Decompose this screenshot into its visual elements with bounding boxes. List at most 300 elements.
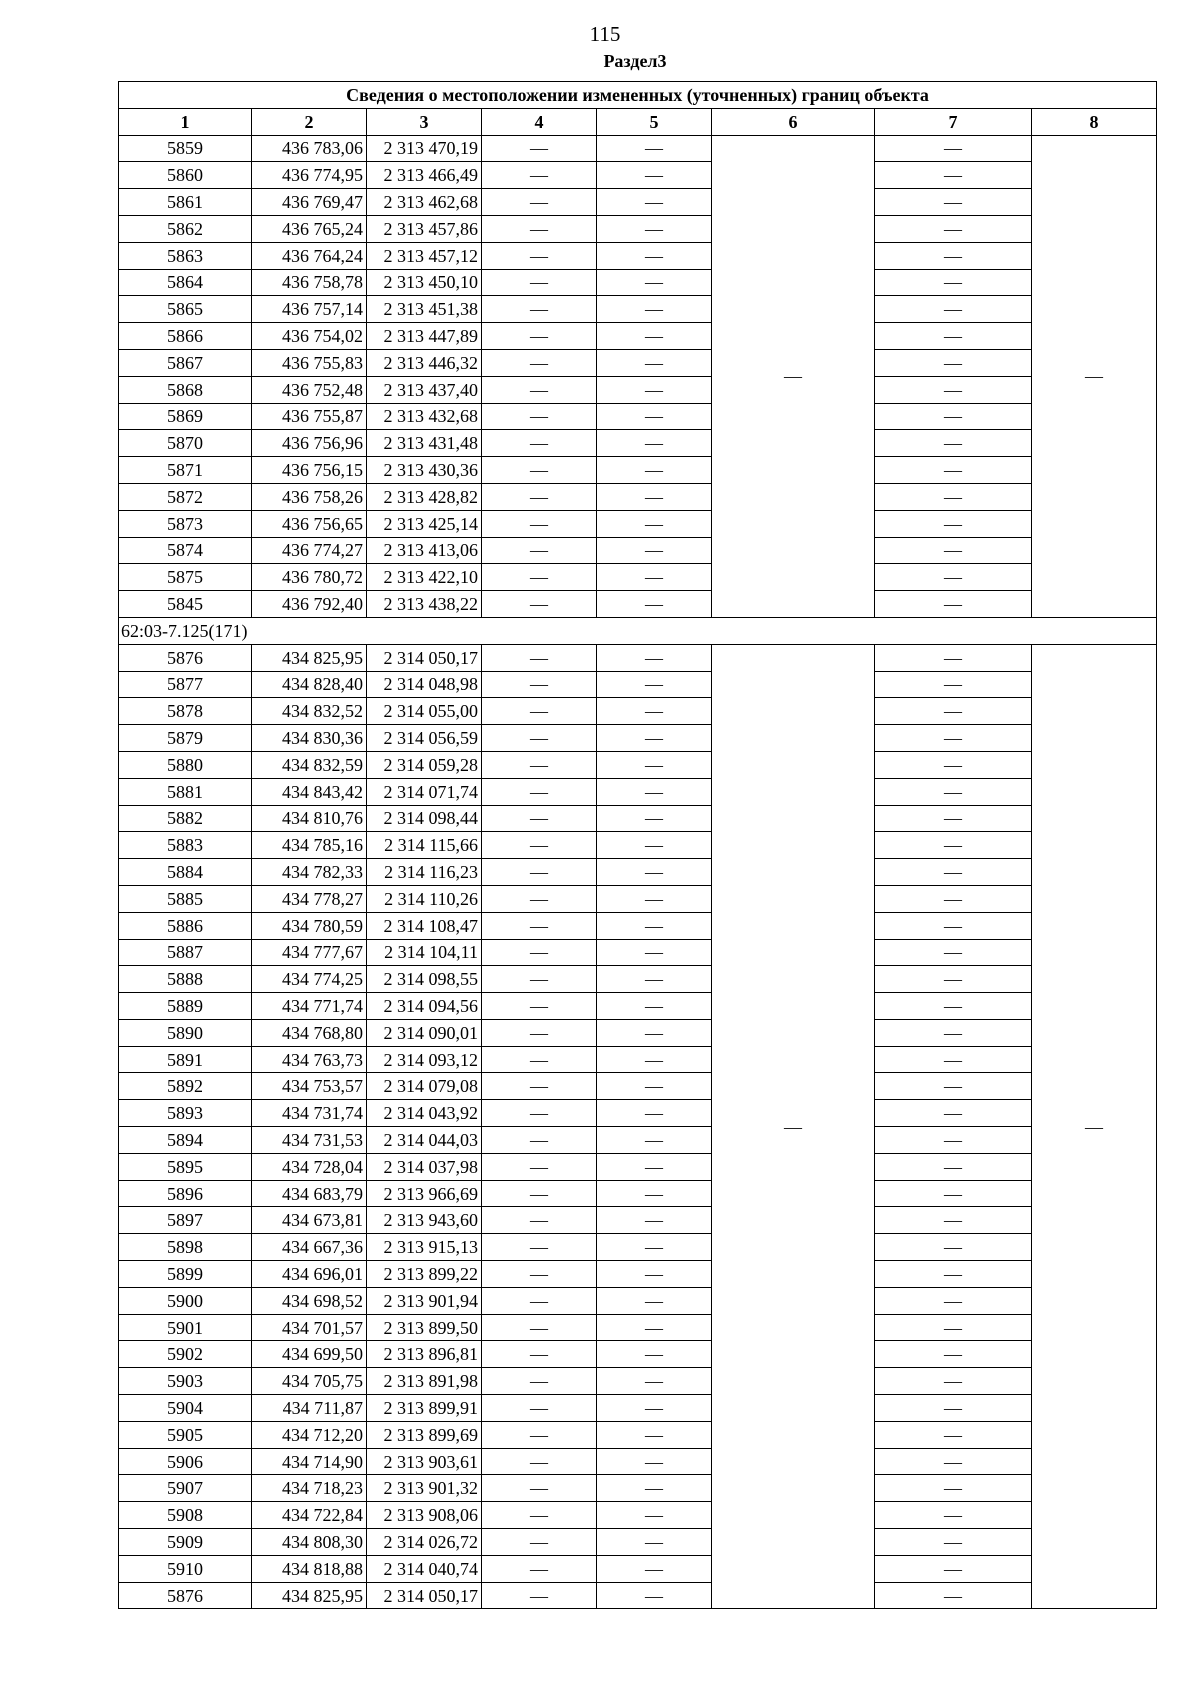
col7-cell: — [875, 1153, 1032, 1180]
table-row [119, 912, 1157, 939]
col4-cell: — [482, 912, 597, 939]
x-coordinate-cell: 434 810,76 [252, 805, 367, 832]
table-row [119, 1261, 1157, 1288]
col5-cell: — [597, 1341, 712, 1368]
x-coordinate-cell: 434 777,67 [252, 939, 367, 966]
col4-cell: — [482, 296, 597, 323]
x-coordinate-cell: 436 774,95 [252, 162, 367, 189]
table-body [119, 135, 1157, 1609]
point-number-cell: 5870 [119, 430, 252, 457]
col7-cell: — [875, 698, 1032, 725]
point-number-cell: 5877 [119, 671, 252, 698]
x-coordinate-cell: 436 755,87 [252, 403, 367, 430]
point-number-cell: 5866 [119, 323, 252, 350]
x-coordinate-cell: 434 778,27 [252, 885, 367, 912]
col4-cell: — [482, 1287, 597, 1314]
col4-cell: — [482, 1448, 597, 1475]
point-number-cell: 5884 [119, 859, 252, 886]
y-coordinate-cell: 2 313 899,50 [367, 1314, 482, 1341]
point-number-cell: 5909 [119, 1529, 252, 1556]
table-row [119, 1046, 1157, 1073]
y-coordinate-cell: 2 314 071,74 [367, 778, 482, 805]
col5-cell: — [597, 993, 712, 1020]
col7-cell: — [875, 591, 1032, 618]
y-coordinate-cell: 2 313 466,49 [367, 162, 482, 189]
table-row [119, 939, 1157, 966]
col7-cell: — [875, 939, 1032, 966]
col4-cell: — [482, 698, 597, 725]
y-coordinate-cell: 2 313 462,68 [367, 189, 482, 216]
col7-cell: — [875, 966, 1032, 993]
x-coordinate-cell: 434 705,75 [252, 1368, 367, 1395]
point-number-cell: 5883 [119, 832, 252, 859]
x-coordinate-cell: 434 818,88 [252, 1555, 367, 1582]
point-number-cell: 5869 [119, 403, 252, 430]
point-number-cell: 5860 [119, 162, 252, 189]
col7-cell: — [875, 1100, 1032, 1127]
col4-cell: — [482, 832, 597, 859]
col4-cell: — [482, 376, 597, 403]
point-number-cell: 5888 [119, 966, 252, 993]
table-row [119, 323, 1157, 350]
table-row [119, 296, 1157, 323]
x-coordinate-cell: 434 843,42 [252, 778, 367, 805]
y-coordinate-cell: 2 314 044,03 [367, 1127, 482, 1154]
y-coordinate-cell: 2 313 943,60 [367, 1207, 482, 1234]
col7-cell: — [875, 778, 1032, 805]
col4-cell: — [482, 1555, 597, 1582]
col5-cell: — [597, 430, 712, 457]
col7-cell: — [875, 537, 1032, 564]
point-number-cell: 5895 [119, 1153, 252, 1180]
table-row [119, 751, 1157, 778]
column-number-1: 1 [119, 108, 252, 135]
table-row [119, 698, 1157, 725]
col7-cell: — [875, 457, 1032, 484]
col4-cell: — [482, 1529, 597, 1556]
x-coordinate-cell: 436 757,14 [252, 296, 367, 323]
table-row [119, 349, 1157, 376]
x-coordinate-cell: 434 753,57 [252, 1073, 367, 1100]
col5-cell: — [597, 537, 712, 564]
col8-merged-cell: — [1032, 644, 1157, 1609]
col4-cell: — [482, 778, 597, 805]
point-number-cell: 5864 [119, 269, 252, 296]
y-coordinate-cell: 2 313 457,12 [367, 242, 482, 269]
col5-cell: — [597, 135, 712, 162]
col4-cell: — [482, 1502, 597, 1529]
col5-cell: — [597, 1448, 712, 1475]
col4-cell: — [482, 1421, 597, 1448]
col4-cell: — [482, 1019, 597, 1046]
x-coordinate-cell: 436 783,06 [252, 135, 367, 162]
y-coordinate-cell: 2 313 901,94 [367, 1287, 482, 1314]
y-coordinate-cell: 2 313 430,36 [367, 457, 482, 484]
x-coordinate-cell: 434 718,23 [252, 1475, 367, 1502]
table-caption: Сведения о местоположении измененных (уточненных) границ объекта [119, 82, 1157, 109]
col7-cell: — [875, 1421, 1032, 1448]
col4-cell: — [482, 1475, 597, 1502]
col5-cell: — [597, 564, 712, 591]
y-coordinate-cell: 2 313 437,40 [367, 376, 482, 403]
y-coordinate-cell: 2 313 413,06 [367, 537, 482, 564]
table-row [119, 671, 1157, 698]
col7-cell: — [875, 1368, 1032, 1395]
col4-cell: — [482, 162, 597, 189]
col6-merged-cell: — [712, 644, 875, 1609]
point-number-cell: 5897 [119, 1207, 252, 1234]
col5-cell: — [597, 1555, 712, 1582]
table-row [119, 376, 1157, 403]
table-row [119, 1502, 1157, 1529]
y-coordinate-cell: 2 314 026,72 [367, 1529, 482, 1556]
x-coordinate-cell: 434 731,74 [252, 1100, 367, 1127]
y-coordinate-cell: 2 313 908,06 [367, 1502, 482, 1529]
table-row [119, 1448, 1157, 1475]
col5-cell: — [597, 1502, 712, 1529]
point-number-cell: 5881 [119, 778, 252, 805]
point-number-cell: 5905 [119, 1421, 252, 1448]
point-number-cell: 5862 [119, 215, 252, 242]
col7-cell: — [875, 189, 1032, 216]
col5-cell: — [597, 698, 712, 725]
y-coordinate-cell: 2 313 891,98 [367, 1368, 482, 1395]
point-number-cell: 5885 [119, 885, 252, 912]
y-coordinate-cell: 2 313 425,14 [367, 510, 482, 537]
col7-cell: — [875, 135, 1032, 162]
x-coordinate-cell: 436 764,24 [252, 242, 367, 269]
col4-cell: — [482, 349, 597, 376]
table-row [119, 1368, 1157, 1395]
point-number-cell: 5882 [119, 805, 252, 832]
col4-cell: — [482, 1073, 597, 1100]
point-number-cell: 5861 [119, 189, 252, 216]
x-coordinate-cell: 436 756,96 [252, 430, 367, 457]
col5-cell: — [597, 1046, 712, 1073]
col7-cell: — [875, 1395, 1032, 1422]
x-coordinate-cell: 434 673,81 [252, 1207, 367, 1234]
x-coordinate-cell: 434 712,20 [252, 1421, 367, 1448]
y-coordinate-cell: 2 314 098,44 [367, 805, 482, 832]
y-coordinate-cell: 2 313 899,69 [367, 1421, 482, 1448]
y-coordinate-cell: 2 314 094,56 [367, 993, 482, 1020]
x-coordinate-cell: 434 714,90 [252, 1448, 367, 1475]
col5-cell: — [597, 1287, 712, 1314]
col5-cell: — [597, 1153, 712, 1180]
col4-cell: — [482, 1261, 597, 1288]
col5-cell: — [597, 510, 712, 537]
coordinates-table [118, 81, 1157, 1609]
y-coordinate-cell: 2 313 470,19 [367, 135, 482, 162]
col7-cell: — [875, 912, 1032, 939]
x-coordinate-cell: 436 765,24 [252, 215, 367, 242]
x-coordinate-cell: 434 696,01 [252, 1261, 367, 1288]
col5-cell: — [597, 1395, 712, 1422]
table-row [119, 805, 1157, 832]
col4-cell: — [482, 215, 597, 242]
table-row [119, 1287, 1157, 1314]
col4-cell: — [482, 269, 597, 296]
col7-cell: — [875, 1207, 1032, 1234]
col7-cell: — [875, 323, 1032, 350]
table-row [119, 457, 1157, 484]
col5-cell: — [597, 1529, 712, 1556]
y-coordinate-cell: 2 314 059,28 [367, 751, 482, 778]
col7-cell: — [875, 430, 1032, 457]
table-row [119, 1207, 1157, 1234]
x-coordinate-cell: 434 731,53 [252, 1127, 367, 1154]
x-coordinate-cell: 436 756,15 [252, 457, 367, 484]
y-coordinate-cell: 2 313 457,86 [367, 215, 482, 242]
y-coordinate-cell: 2 313 966,69 [367, 1180, 482, 1207]
table-row [119, 510, 1157, 537]
col7-cell: — [875, 483, 1032, 510]
y-coordinate-cell: 2 314 050,17 [367, 1582, 482, 1609]
col5-cell: — [597, 885, 712, 912]
point-number-cell: 5894 [119, 1127, 252, 1154]
col5-cell: — [597, 751, 712, 778]
x-coordinate-cell: 434 698,52 [252, 1287, 367, 1314]
col4-cell: — [482, 430, 597, 457]
table-row [119, 403, 1157, 430]
col7-cell: — [875, 1234, 1032, 1261]
x-coordinate-cell: 436 754,02 [252, 323, 367, 350]
col5-cell: — [597, 189, 712, 216]
col5-cell: — [597, 349, 712, 376]
table-row [119, 1475, 1157, 1502]
col4-cell: — [482, 1100, 597, 1127]
point-number-cell: 5899 [119, 1261, 252, 1288]
table-row [119, 993, 1157, 1020]
y-coordinate-cell: 2 314 110,26 [367, 885, 482, 912]
x-coordinate-cell: 434 768,80 [252, 1019, 367, 1046]
x-coordinate-cell: 434 701,57 [252, 1314, 367, 1341]
col5-cell: — [597, 1100, 712, 1127]
point-number-cell: 5875 [119, 564, 252, 591]
table-row [119, 966, 1157, 993]
x-coordinate-cell: 434 728,04 [252, 1153, 367, 1180]
col7-cell: — [875, 805, 1032, 832]
y-coordinate-cell: 2 314 048,98 [367, 671, 482, 698]
col7-cell: — [875, 751, 1032, 778]
col7-cell: — [875, 162, 1032, 189]
y-coordinate-cell: 2 313 899,91 [367, 1395, 482, 1422]
col7-cell: — [875, 993, 1032, 1020]
x-coordinate-cell: 434 830,36 [252, 725, 367, 752]
col7-cell: — [875, 564, 1032, 591]
point-number-cell: 5902 [119, 1341, 252, 1368]
table-row [119, 135, 1157, 162]
col5-cell: — [597, 483, 712, 510]
y-coordinate-cell: 2 314 115,66 [367, 832, 482, 859]
col4-cell: — [482, 671, 597, 698]
col5-cell: — [597, 1234, 712, 1261]
point-number-cell: 5879 [119, 725, 252, 752]
col5-cell: — [597, 376, 712, 403]
table-row [119, 537, 1157, 564]
y-coordinate-cell: 2 313 447,89 [367, 323, 482, 350]
y-coordinate-cell: 2 314 079,08 [367, 1073, 482, 1100]
col4-cell: — [482, 564, 597, 591]
col5-cell: — [597, 1582, 712, 1609]
column-number-7: 7 [875, 108, 1032, 135]
group-label: 62:03-7.125(171) [119, 617, 1157, 644]
y-coordinate-cell: 2 313 428,82 [367, 483, 482, 510]
col5-cell: — [597, 1368, 712, 1395]
table-row [119, 885, 1157, 912]
column-number-3: 3 [367, 108, 482, 135]
col4-cell: — [482, 1582, 597, 1609]
point-number-cell: 5845 [119, 591, 252, 618]
column-number-8: 8 [1032, 108, 1157, 135]
point-number-cell: 5896 [119, 1180, 252, 1207]
col7-cell: — [875, 1073, 1032, 1100]
col7-cell: — [875, 269, 1032, 296]
point-number-cell: 5871 [119, 457, 252, 484]
col5-cell: — [597, 457, 712, 484]
y-coordinate-cell: 2 313 422,10 [367, 564, 482, 591]
y-coordinate-cell: 2 313 451,38 [367, 296, 482, 323]
col5-cell: — [597, 966, 712, 993]
col4-cell: — [482, 1341, 597, 1368]
col4-cell: — [482, 510, 597, 537]
table-row [119, 1341, 1157, 1368]
col7-cell: — [875, 1314, 1032, 1341]
y-coordinate-cell: 2 314 098,55 [367, 966, 482, 993]
col4-cell: — [482, 1127, 597, 1154]
x-coordinate-cell: 434 828,40 [252, 671, 367, 698]
x-coordinate-cell: 434 785,16 [252, 832, 367, 859]
col5-cell: — [597, 1127, 712, 1154]
col5-cell: — [597, 778, 712, 805]
column-number-5: 5 [597, 108, 712, 135]
col4-cell: — [482, 805, 597, 832]
table-row [119, 1395, 1157, 1422]
col7-cell: — [875, 1555, 1032, 1582]
x-coordinate-cell: 434 832,59 [252, 751, 367, 778]
y-coordinate-cell: 2 314 093,12 [367, 1046, 482, 1073]
point-number-cell: 5865 [119, 296, 252, 323]
col4-cell: — [482, 725, 597, 752]
col7-cell: — [875, 1180, 1032, 1207]
col5-cell: — [597, 162, 712, 189]
table-row [119, 564, 1157, 591]
col7-cell: — [875, 1529, 1032, 1556]
col5-cell: — [597, 1207, 712, 1234]
col5-cell: — [597, 1073, 712, 1100]
col7-cell: — [875, 859, 1032, 886]
col7-cell: — [875, 885, 1032, 912]
section-title: Раздел3 [603, 51, 667, 71]
table-row [119, 483, 1157, 510]
col5-cell: — [597, 242, 712, 269]
table-row [119, 1314, 1157, 1341]
y-coordinate-cell: 2 313 446,32 [367, 349, 482, 376]
col5-cell: — [597, 1314, 712, 1341]
col4-cell: — [482, 885, 597, 912]
col7-cell: — [875, 242, 1032, 269]
table-row [119, 591, 1157, 618]
point-number-cell: 5890 [119, 1019, 252, 1046]
col7-cell: — [875, 1261, 1032, 1288]
col5-cell: — [597, 725, 712, 752]
column-number-6: 6 [712, 108, 875, 135]
y-coordinate-cell: 2 313 432,68 [367, 403, 482, 430]
col4-cell: — [482, 1180, 597, 1207]
page-number: 115 [589, 22, 621, 46]
col4-cell: — [482, 939, 597, 966]
x-coordinate-cell: 434 774,25 [252, 966, 367, 993]
x-coordinate-cell: 434 763,73 [252, 1046, 367, 1073]
point-number-cell: 5907 [119, 1475, 252, 1502]
col4-cell: — [482, 1046, 597, 1073]
col7-cell: — [875, 671, 1032, 698]
point-number-cell: 5892 [119, 1073, 252, 1100]
point-number-cell: 5873 [119, 510, 252, 537]
col5-cell: — [597, 1475, 712, 1502]
column-number-4: 4 [482, 108, 597, 135]
y-coordinate-cell: 2 314 108,47 [367, 912, 482, 939]
point-number-cell: 5904 [119, 1395, 252, 1422]
col7-cell: — [875, 1127, 1032, 1154]
table-row [119, 1019, 1157, 1046]
y-coordinate-cell: 2 314 056,59 [367, 725, 482, 752]
x-coordinate-cell: 436 774,27 [252, 537, 367, 564]
point-number-cell: 5878 [119, 698, 252, 725]
x-coordinate-cell: 434 782,33 [252, 859, 367, 886]
x-coordinate-cell: 436 758,78 [252, 269, 367, 296]
col8-merged-cell: — [1032, 135, 1157, 617]
point-number-cell: 5903 [119, 1368, 252, 1395]
y-coordinate-cell: 2 313 431,48 [367, 430, 482, 457]
col5-cell: — [597, 912, 712, 939]
col5-cell: — [597, 939, 712, 966]
col5-cell: — [597, 1261, 712, 1288]
col5-cell: — [597, 215, 712, 242]
x-coordinate-cell: 436 769,47 [252, 189, 367, 216]
col5-cell: — [597, 832, 712, 859]
x-coordinate-cell: 434 771,74 [252, 993, 367, 1020]
point-number-cell: 5901 [119, 1314, 252, 1341]
col5-cell: — [597, 403, 712, 430]
table-row [119, 1421, 1157, 1448]
y-coordinate-cell: 2 313 899,22 [367, 1261, 482, 1288]
point-number-cell: 5891 [119, 1046, 252, 1073]
col7-cell: — [875, 644, 1032, 671]
x-coordinate-cell: 434 832,52 [252, 698, 367, 725]
table-row [119, 162, 1157, 189]
col7-cell: — [875, 296, 1032, 323]
col7-cell: — [875, 1475, 1032, 1502]
column-number-2: 2 [252, 108, 367, 135]
x-coordinate-cell: 436 756,65 [252, 510, 367, 537]
table-row [119, 189, 1157, 216]
x-coordinate-cell: 434 667,36 [252, 1234, 367, 1261]
table-row [119, 778, 1157, 805]
col7-cell: — [875, 403, 1032, 430]
col7-cell: — [875, 832, 1032, 859]
y-coordinate-cell: 2 314 037,98 [367, 1153, 482, 1180]
col6-merged-cell: — [712, 135, 875, 617]
x-coordinate-cell: 434 825,95 [252, 644, 367, 671]
table-row [119, 1555, 1157, 1582]
y-coordinate-cell: 2 313 450,10 [367, 269, 482, 296]
table-row [119, 1582, 1157, 1609]
column-number-row [119, 108, 1157, 135]
point-number-cell: 5889 [119, 993, 252, 1020]
col4-cell: — [482, 1207, 597, 1234]
table-row [119, 1127, 1157, 1154]
